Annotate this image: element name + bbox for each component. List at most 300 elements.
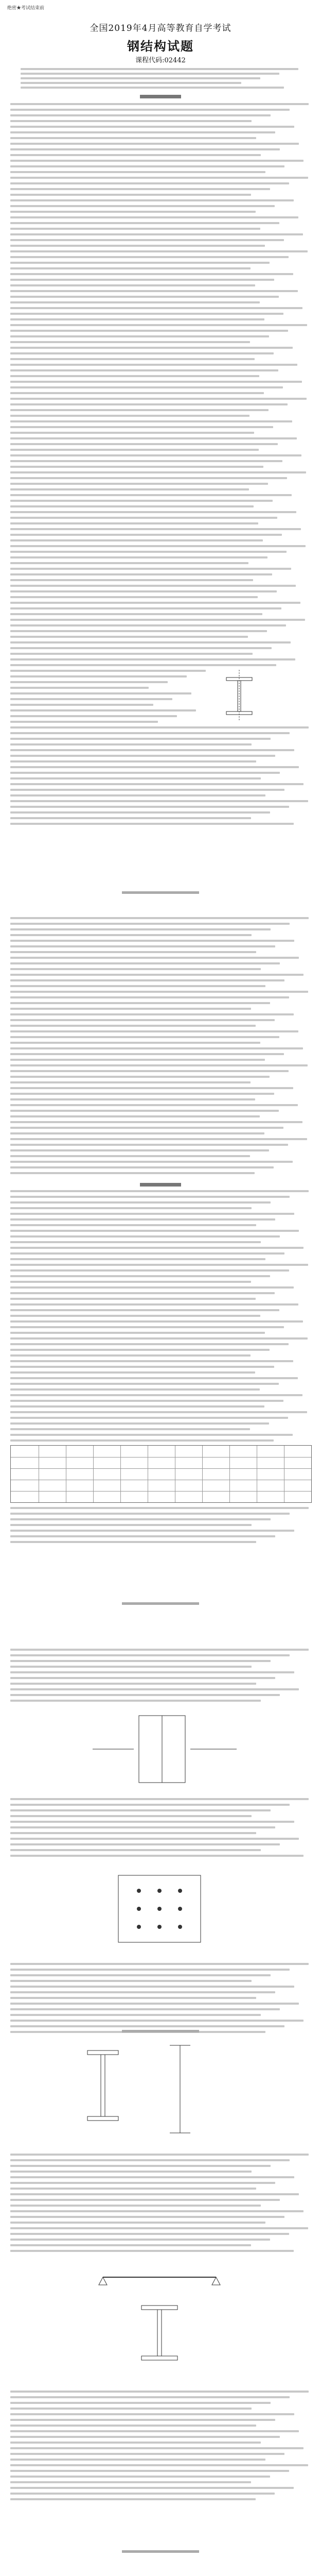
text-line (10, 1666, 252, 1668)
text-line (10, 681, 168, 683)
text-line (10, 1821, 294, 1823)
text-line (10, 2165, 271, 2167)
text-line (10, 1053, 284, 1055)
text-line (10, 199, 294, 201)
text-line (10, 602, 300, 604)
text-line (10, 437, 297, 439)
text-line (10, 426, 273, 428)
text-line (10, 624, 286, 626)
text-line (10, 1518, 271, 1520)
text-line (10, 1849, 261, 1851)
text-line (10, 2476, 270, 2478)
text-line (10, 766, 299, 768)
text-line (10, 1422, 269, 1425)
text-line (10, 1349, 270, 1351)
text-line (10, 2487, 294, 2489)
text-line (10, 539, 263, 541)
text-line (10, 420, 292, 422)
text-line (10, 262, 270, 264)
text-line (10, 409, 269, 411)
text-line (10, 806, 289, 808)
text-line (10, 783, 304, 785)
text-line (10, 443, 278, 445)
text-line (10, 1694, 280, 1696)
text-line (10, 245, 265, 247)
text-line (10, 330, 288, 332)
text-line (10, 120, 252, 122)
text-line (10, 1059, 265, 1061)
text-line (10, 1832, 256, 1834)
text-line (10, 2408, 252, 2410)
text-line (10, 1388, 260, 1391)
text-line (10, 1524, 252, 1526)
text-line (10, 239, 284, 241)
text-line (10, 1838, 299, 1840)
text-line (10, 1997, 256, 1999)
text-line (10, 454, 301, 456)
text-line (10, 1309, 279, 1311)
text-line (10, 1798, 309, 1800)
text-line (10, 579, 253, 581)
text-line (21, 87, 284, 89)
text-line (10, 704, 153, 706)
text-line (10, 358, 255, 360)
text-line (10, 692, 191, 694)
text-line (10, 1144, 288, 1146)
text-line (10, 1405, 264, 1408)
text-line (10, 951, 256, 953)
text-line (10, 313, 283, 315)
text-line (10, 2447, 304, 2449)
text-line (10, 573, 272, 575)
text-line (10, 2481, 251, 2483)
text-line (10, 934, 252, 936)
text-line (10, 1649, 309, 1651)
text-line (10, 1013, 294, 1015)
text-line (10, 1337, 308, 1340)
text-line (10, 670, 206, 672)
text-line (10, 386, 283, 388)
text-line (10, 1411, 307, 1413)
page-footer (0, 2545, 321, 2555)
text-line (10, 1224, 256, 1226)
text-line (10, 630, 267, 632)
text-line (10, 114, 271, 116)
text-line (10, 1235, 280, 1238)
text-line (10, 1677, 275, 1679)
text-line (10, 2008, 280, 2010)
text-line (10, 647, 272, 649)
figure-34 (87, 2257, 231, 2375)
text-line (10, 1019, 275, 1021)
text-line (10, 522, 258, 524)
text-line (10, 534, 282, 536)
text-line (10, 1535, 275, 1537)
text-line (10, 324, 307, 326)
text-line (10, 1292, 275, 1294)
text-line (10, 296, 279, 298)
text-line (10, 1343, 289, 1345)
text-line (10, 2020, 304, 2022)
text-line (10, 2396, 290, 2398)
text-line (10, 1991, 275, 1993)
text-line (10, 256, 289, 258)
text-line (10, 1110, 279, 1112)
text-line (10, 1166, 274, 1168)
text-line (10, 471, 306, 473)
text-line (10, 811, 270, 814)
text-line (10, 817, 251, 819)
text-line (10, 165, 284, 167)
figure-32 (103, 1865, 216, 1953)
text-line (10, 109, 290, 111)
text-line (10, 1963, 309, 1965)
text-line (10, 726, 309, 728)
text-line (10, 2227, 308, 2229)
text-line (10, 2425, 256, 2427)
text-line (10, 375, 259, 377)
text-line (10, 732, 290, 734)
text-line (10, 777, 261, 779)
text-line (10, 585, 296, 587)
text-line (10, 1428, 250, 1430)
text-line (10, 222, 279, 224)
text-line (10, 194, 251, 196)
text-line (10, 154, 261, 156)
text-line (10, 709, 196, 711)
text-line (10, 653, 253, 655)
text-line (10, 1025, 256, 1027)
text-line (10, 794, 265, 796)
text-line (10, 974, 304, 976)
text-line (10, 2159, 290, 2161)
text-line (10, 188, 270, 190)
text-line (10, 979, 284, 981)
text-line (10, 528, 301, 530)
text-line (10, 500, 273, 502)
text-line (10, 1196, 290, 1198)
figure-15 (216, 667, 262, 724)
text-line (10, 1855, 304, 1857)
text-line (10, 1513, 290, 1515)
text-line (10, 279, 274, 281)
text-line (10, 1269, 289, 1272)
text-line (10, 2188, 256, 2190)
text-line (10, 2244, 251, 2246)
page-footer (0, 886, 321, 896)
text-line (10, 1064, 308, 1066)
text-line (10, 477, 287, 479)
text-line (10, 233, 303, 235)
text-line (10, 2498, 256, 2500)
text-line (10, 466, 263, 468)
text-line (10, 216, 298, 218)
text-line (10, 2442, 261, 2444)
text-line (10, 403, 288, 405)
text-line (10, 307, 302, 309)
text-line (10, 1087, 293, 1089)
text-line (10, 596, 258, 598)
text-line (10, 1320, 303, 1323)
text-line (10, 800, 308, 802)
course-title: 钢结构试题 (127, 39, 194, 54)
text-line (10, 2210, 304, 2212)
figure-33 (77, 2040, 242, 2138)
text-line (10, 290, 298, 292)
text-line (10, 923, 290, 925)
text-line (10, 1132, 264, 1134)
text-line (10, 1660, 271, 1662)
text-line (10, 1281, 251, 1283)
text-line (10, 1252, 284, 1255)
text-line (10, 2470, 289, 2472)
text-line (10, 1417, 288, 1419)
text-line (10, 641, 291, 643)
text-line (10, 1326, 284, 1328)
text-line (10, 1974, 271, 1976)
text-line (10, 1541, 256, 1543)
text-line (10, 715, 177, 717)
text-line (10, 347, 293, 349)
text-line (10, 823, 294, 825)
text-line (10, 772, 280, 774)
text-line (10, 658, 295, 660)
text-line (10, 1241, 261, 1243)
text-line (21, 73, 279, 75)
course-code: 课程代码:02442 (135, 57, 186, 64)
text-line (10, 721, 158, 723)
text-line (10, 415, 249, 417)
text-line (10, 1439, 274, 1442)
text-line (10, 103, 309, 105)
text-line (10, 928, 271, 930)
text-line (10, 2193, 299, 2195)
figure-31 (87, 1710, 242, 1788)
text-line (10, 1371, 255, 1374)
text-line (10, 131, 275, 133)
text-line (10, 2199, 280, 2201)
text-line (10, 743, 252, 745)
text-line (10, 1298, 256, 1300)
text-line (10, 1218, 275, 1221)
section-part1-heading (0, 91, 321, 100)
text-line (10, 789, 284, 791)
text-line (10, 341, 250, 343)
text-line (10, 1826, 275, 1828)
text-line (10, 205, 275, 207)
text-line (10, 148, 280, 150)
text-line (10, 301, 260, 303)
text-line (10, 273, 293, 275)
text-line (10, 1332, 265, 1334)
text-line (10, 483, 268, 485)
text-line (10, 738, 271, 740)
text-line (10, 2233, 289, 2235)
text-line (10, 318, 264, 320)
text-line (10, 494, 292, 496)
text-line (10, 335, 269, 337)
text-line (10, 1121, 302, 1123)
text-line (10, 228, 260, 230)
text-line (10, 1258, 265, 1260)
text-line (10, 985, 265, 987)
text-line (10, 1394, 302, 1396)
text-line (10, 2464, 308, 2466)
text-line (10, 940, 294, 942)
text-line (10, 267, 251, 269)
text-line (10, 2402, 271, 2404)
text-line (10, 2391, 309, 2393)
text-line (10, 505, 254, 507)
text-line (10, 2222, 265, 2224)
text-line (10, 1400, 283, 1402)
text-line (10, 2154, 309, 2156)
text-line (10, 1190, 309, 1192)
text-line (10, 432, 254, 434)
text-line (10, 1507, 309, 1509)
text-line (10, 991, 308, 993)
text-line (10, 1201, 271, 1204)
text-line (10, 1081, 251, 1083)
text-line (10, 917, 309, 919)
text-line (10, 675, 187, 677)
text-line (10, 2003, 299, 2005)
text-line (10, 392, 264, 394)
text-line (10, 284, 255, 286)
text-line (10, 1155, 250, 1157)
text-line (10, 2413, 294, 2415)
text-line (21, 82, 241, 84)
text-line (10, 755, 275, 757)
text-line (10, 2250, 294, 2252)
text-line (10, 1986, 294, 1988)
text-line (10, 398, 307, 400)
text-line (10, 760, 256, 762)
text-line (21, 77, 260, 79)
text-line (10, 1700, 261, 1702)
text-line (10, 590, 277, 592)
text-line (10, 749, 294, 751)
text-line (10, 996, 289, 998)
text-line (10, 1030, 298, 1032)
text-line (10, 211, 256, 213)
text-line (10, 1980, 252, 1982)
text-line (10, 2493, 275, 2495)
text-line (10, 968, 261, 970)
text-line (10, 177, 308, 179)
text-line (10, 449, 259, 451)
text-line (10, 460, 282, 462)
text-line (10, 1264, 308, 1266)
text-line (10, 1530, 294, 1532)
page-footer (0, 2025, 321, 2035)
text-line (10, 1093, 274, 1095)
text-line (10, 1149, 269, 1151)
text-line (10, 568, 291, 570)
text-line (10, 352, 274, 354)
text-line (10, 1671, 294, 1673)
text-line (10, 171, 265, 173)
text-line (10, 2453, 284, 2455)
text-line (10, 1138, 307, 1140)
text-line (10, 1366, 274, 1368)
text-line (10, 364, 297, 366)
confidential-note: 绝密★考试结束前 (7, 6, 45, 11)
text-line (10, 1303, 298, 1306)
text-line (10, 562, 248, 564)
text-line (10, 1247, 304, 1249)
text-line (10, 182, 289, 184)
text-line (10, 2205, 261, 2207)
section-part2-heading (0, 1179, 321, 1189)
text-line (10, 1161, 293, 1163)
text-line (10, 1275, 270, 1277)
text-line (10, 1809, 271, 1811)
text-line (10, 2459, 265, 2461)
page-footer (0, 1597, 321, 1607)
text-line (10, 1383, 279, 1385)
text-line (10, 143, 299, 145)
text-line (10, 2171, 252, 2173)
text-line (21, 68, 298, 70)
text-line (10, 1434, 293, 1436)
text-line (10, 687, 149, 689)
text-line (10, 2216, 284, 2218)
text-line (10, 1207, 252, 1209)
text-line (10, 613, 262, 615)
text-line (10, 1804, 290, 1806)
text-line (10, 1172, 255, 1174)
exam-session: 全国2019年4月高等教育自学考试 (90, 23, 231, 33)
text-line (10, 1098, 255, 1100)
text-line (10, 1688, 299, 1690)
text-line (10, 488, 249, 490)
text-line (10, 945, 275, 947)
text-line (10, 1104, 298, 1106)
text-line (10, 1230, 299, 1232)
text-line (10, 1008, 251, 1010)
text-line (10, 1377, 298, 1379)
text-line (10, 1843, 280, 1845)
text-line (10, 2176, 294, 2178)
text-line (10, 1315, 260, 1317)
text-line (10, 545, 306, 547)
text-line (10, 619, 305, 621)
text-line (10, 137, 256, 139)
text-line (10, 607, 281, 609)
text-line (10, 381, 302, 383)
text-line (10, 1047, 303, 1049)
text-line (10, 1286, 294, 1289)
text-line (10, 511, 296, 513)
text-line (10, 698, 172, 700)
text-line (10, 2239, 270, 2241)
text-line (10, 1354, 251, 1357)
text-line (10, 126, 294, 128)
text-line (10, 1815, 252, 1817)
text-line (10, 369, 278, 371)
text-line (10, 250, 308, 252)
text-line (10, 2436, 280, 2438)
text-line (10, 1360, 293, 1362)
stability-coefficient-table (10, 1445, 312, 1503)
text-line (10, 664, 276, 666)
text-line (10, 957, 299, 959)
text-line (10, 2419, 275, 2421)
text-line (10, 1654, 290, 1656)
text-line (10, 556, 268, 558)
text-line (10, 2014, 261, 2016)
